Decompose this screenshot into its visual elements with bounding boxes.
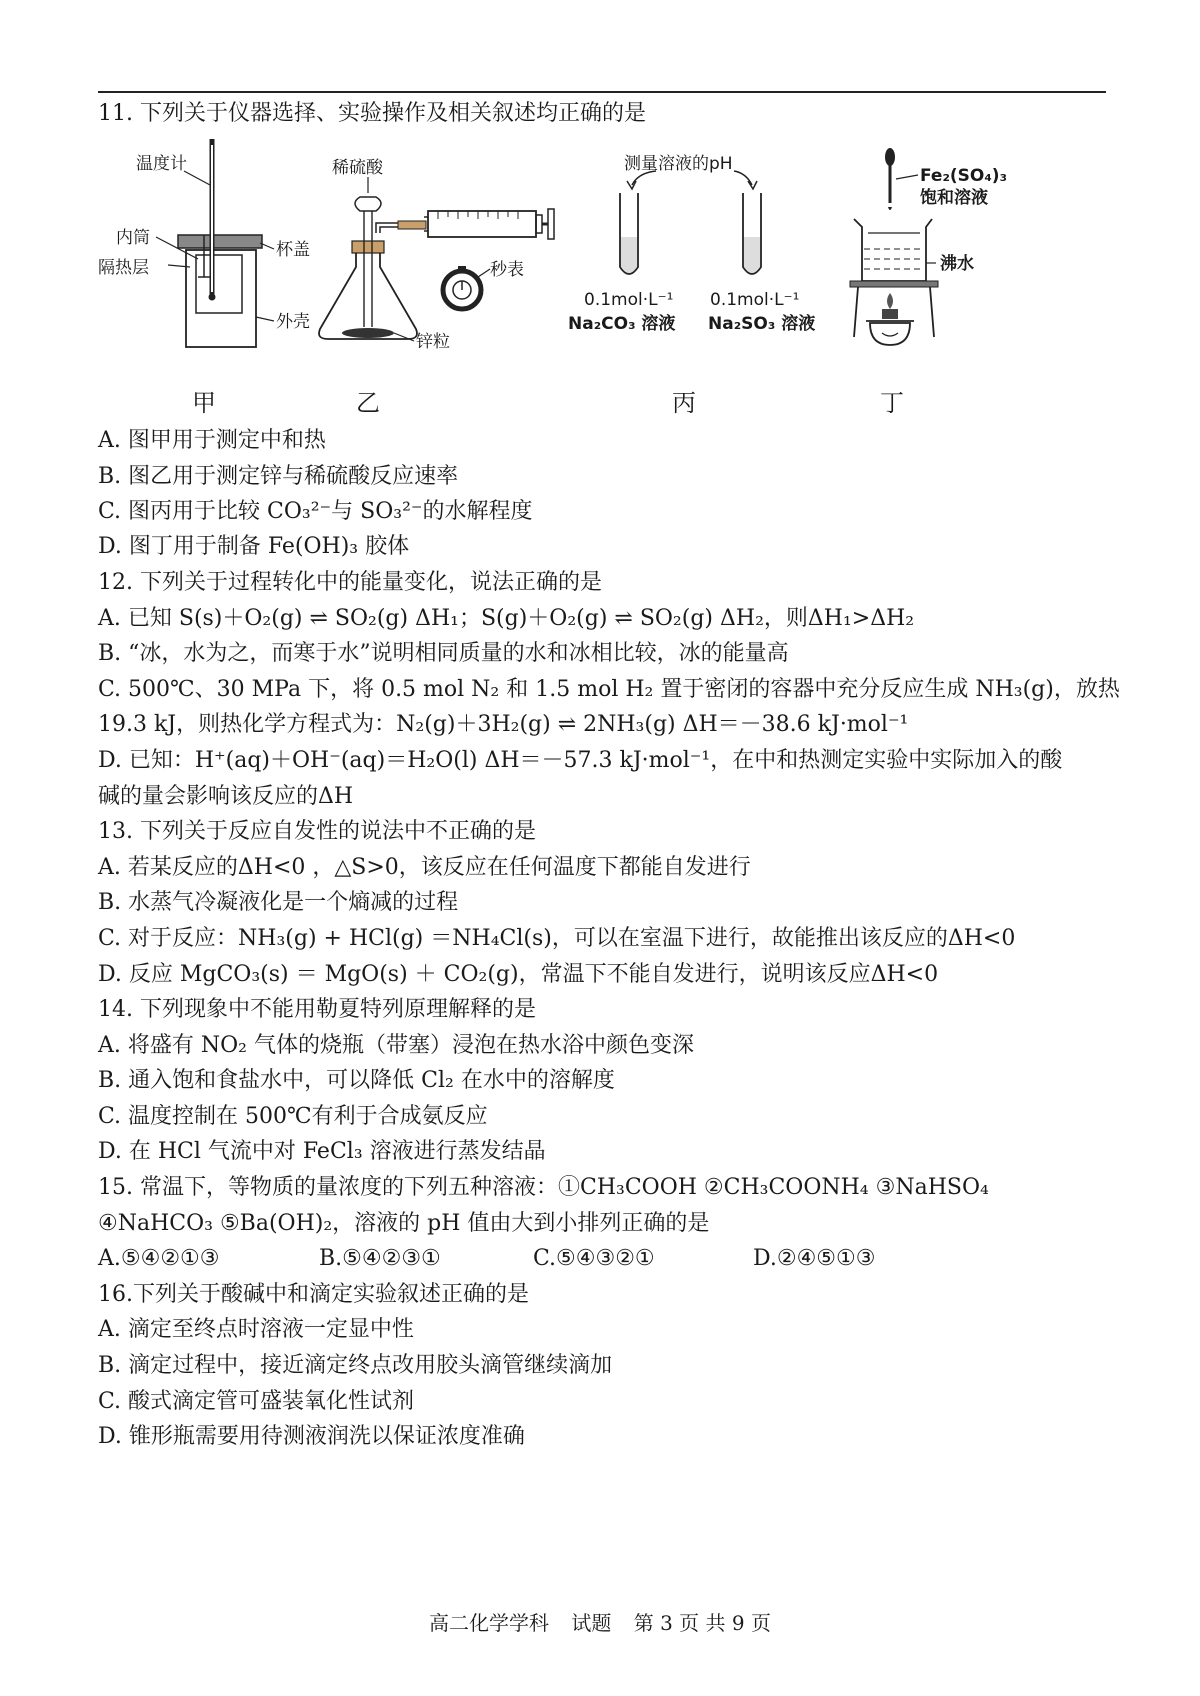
q14-option-a: A. 将盛有 NO₂ 气体的烧瓶（带塞）浸泡在热水浴中颜色变深 (98, 1033, 694, 1058)
q16-option-d: D. 锥形瓶需要用待测液润洗以保证浓度准确 (98, 1424, 525, 1449)
q16-option-a: A. 滴定至终点时溶液一定显中性 (98, 1317, 414, 1342)
label-dilute-acid: 稀硫酸 (332, 158, 383, 178)
q13-stem: 13. 下列关于反应自发性的说法中不正确的是 (98, 819, 536, 844)
top-rule (98, 91, 1106, 93)
q14-option-c: C. 温度控制在 500℃有利于合成氨反应 (98, 1104, 488, 1129)
q15-option-a: A.⑤④②①③ (98, 1246, 220, 1271)
label-measure-ph: 测量溶液的pH (624, 154, 733, 174)
q12-option-a: A. 已知 S(s)＋O₂(g) ⇌ SO₂(g) ΔH₁；S(g)＋O₂(g) ⇌ SO₂(g) ΔH₂，则ΔH₁>ΔH₂ (98, 606, 915, 631)
q14-option-b: B. 通入饱和食盐水中，可以降低 Cl₂ 在水中的溶解度 (98, 1068, 615, 1093)
q16-option-b: B. 滴定过程中，接近滴定终点改用胶头滴管继续滴加 (98, 1353, 613, 1378)
q11-stem: 11. 下列关于仪器选择、实验操作及相关叙述均正确的是 (98, 101, 646, 126)
q11-option-a: A. 图甲用于测定中和热 (98, 428, 326, 453)
label-na2co3: Na₂CO₃ 溶液 (568, 314, 676, 334)
footer-page-number: 第 3 页 共 9 页 (633, 1611, 771, 1635)
q11-option-c: C. 图丙用于比较 CO₃²⁻与 SO₃²⁻的水解程度 (98, 499, 533, 524)
q15-option-d: D.②④⑤①③ (753, 1246, 876, 1271)
label-insulation: 隔热层 (98, 258, 149, 278)
q13-option-a: A. 若某反应的ΔH<0 ，△S>0，该反应在任何温度下都能自发进行 (98, 855, 751, 880)
label-inner-cylinder: 内筒 (116, 228, 150, 248)
label-conc-right: 0.1mol·L⁻¹ (710, 290, 800, 310)
page-footer (0, 1607, 1200, 1636)
q16-option-c: C. 酸式滴定管可盛装氧化性试剂 (98, 1389, 415, 1414)
q15-option-c: C.⑤④③②① (533, 1246, 655, 1271)
q14-stem: 14. 下列现象中不能用勒夏特列原理解释的是 (98, 997, 536, 1022)
q13-option-b: B. 水蒸气冷凝液化是一个熵减的过程 (98, 890, 459, 915)
label-fe2so43: Fe₂(SO₄)₃ (920, 166, 1008, 186)
q12-option-d-cont: 碱的量会影响该反应的ΔH (98, 784, 354, 809)
label-stopwatch: 秒表 (490, 260, 524, 280)
label-lid: 杯盖 (276, 240, 310, 260)
q15-stem-cont: ④NaHCO₃ ⑤Ba(OH)₂，溶液的 pH 值由大到小排列正确的是 (98, 1211, 710, 1236)
q15-options (98, 1244, 875, 1274)
q15-stem: 15. 常温下，等物质的量浓度的下列五种溶液：①CH₃COOH ②CH₃COONH₄ ③NaHSO₄ (98, 1175, 989, 1200)
label-boiling-water: 沸水 (940, 254, 974, 274)
apparatus-yi (319, 177, 554, 341)
label-na2so3: Na₂SO₃ 溶液 (708, 314, 816, 334)
q11-figures (98, 137, 1108, 420)
q12-stem: 12. 下列关于过程转化中的能量变化，说法正确的是 (98, 570, 602, 595)
caption-yi: 乙 (356, 389, 380, 417)
q16-stem: 16.下列关于酸碱中和滴定实验叙述正确的是 (98, 1282, 529, 1307)
caption-jia: 甲 (192, 389, 216, 417)
q15-option-b: B.⑤④②③① (319, 1246, 441, 1271)
label-thermometer: 温度计 (136, 154, 187, 174)
q12-option-b: B. “冰，水为之，而寒于水”说明相同质量的水和冰相比较，冰的能量高 (98, 641, 789, 666)
footer-kind: 试题 (571, 1611, 612, 1635)
q11-option-b: B. 图乙用于测定锌与稀硫酸反应速率 (98, 464, 459, 489)
q14-option-d: D. 在 HCl 气流中对 FeCl₃ 溶液进行蒸发结晶 (98, 1139, 546, 1164)
q12-option-c-cont: 19.3 kJ，则热化学方程式为：N₂(g)＋3H₂(g) ⇌ 2NH₃(g) ΔH＝－38.6 kJ·mol⁻¹ (98, 712, 909, 737)
q13-option-c: C. 对于反应：NH₃(g) + HCl(g) ＝NH₄Cl(s)，可以在室温下进行，故能推出该反应的ΔH<0 (98, 926, 1016, 951)
apparatus-bing (620, 171, 761, 274)
caption-bing: 丙 (672, 389, 696, 417)
label-zinc: 锌粒 (416, 332, 450, 352)
label-saturated-solution: 饱和溶液 (920, 188, 988, 208)
footer-subject: 高二化学学科 (429, 1611, 550, 1635)
q13-option-d: D. 反应 MgCO₃(s) ＝ MgO(s) ＋ CO₂(g)，常温下不能自发进行，说明该反应ΔH<0 (98, 962, 939, 987)
q12-option-d: D. 已知：H⁺(aq)＋OH⁻(aq)＝H₂O(l) ΔH＝－57.3 kJ·mol⁻¹，在中和热测定实验中实际加入的酸 (98, 748, 1063, 773)
q11-option-d: D. 图丁用于制备 Fe(OH)₃ 胶体 (98, 534, 410, 559)
label-shell: 外壳 (276, 312, 310, 332)
label-conc-left: 0.1mol·L⁻¹ (584, 290, 674, 310)
q12-option-c: C. 500℃、30 MPa 下，将 0.5 mol N₂ 和 1.5 mol H₂ 置于密闭的容器中充分反应生成 NH₃(g)，放热 (98, 677, 1120, 702)
caption-ding: 丁 (880, 389, 904, 417)
